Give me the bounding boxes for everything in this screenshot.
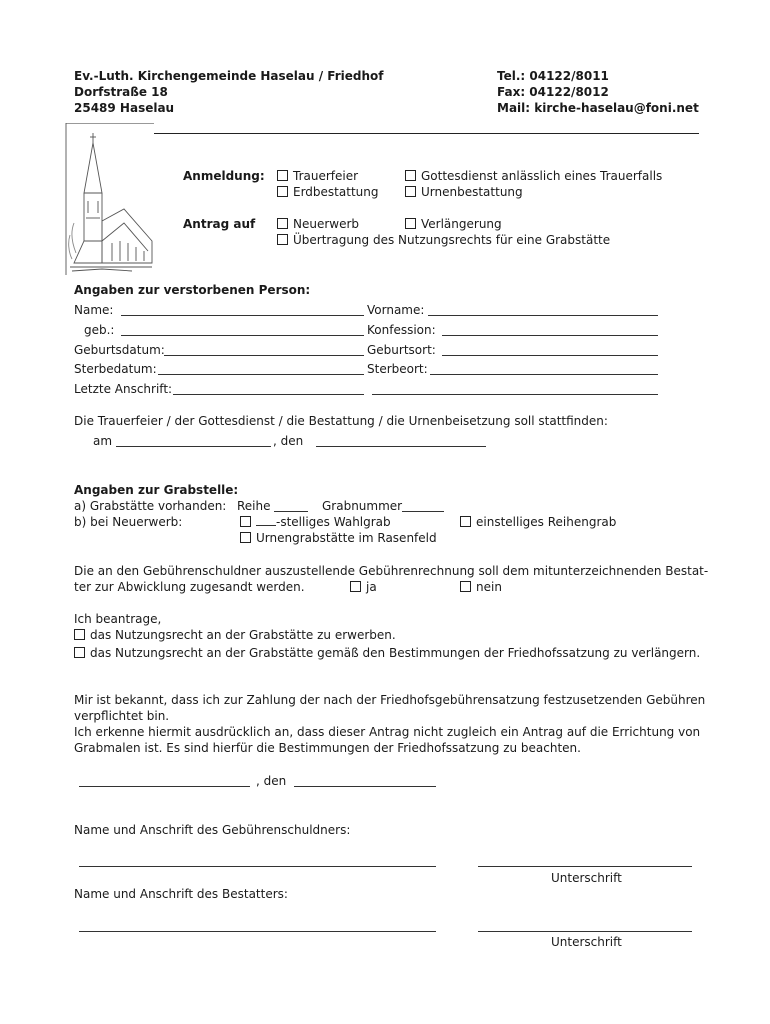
option-urnenbestattung[interactable] bbox=[405, 184, 523, 200]
label-vorname: Vorname: bbox=[367, 303, 425, 317]
schuldner-label: Name und Anschrift des Gebührenschuldners: bbox=[74, 823, 351, 837]
reihe-field[interactable] bbox=[274, 511, 308, 512]
option-verlaengern[interactable] bbox=[74, 645, 700, 661]
org-name: Ev.-Luth. Kirchengemeinde Haselau / Friedhof bbox=[74, 69, 384, 83]
erklaerung-line-4: Grabmalen ist. Es sind hierfür die Bestimmungen der Friedhofssatzung zu beachten. bbox=[74, 741, 581, 755]
option-label: nein bbox=[476, 580, 502, 594]
checkbox[interactable] bbox=[74, 647, 85, 658]
label-konfession: Konfession: bbox=[367, 323, 436, 337]
geburtsort-field[interactable] bbox=[442, 355, 658, 356]
signature-caption-2: Unterschrift bbox=[551, 935, 622, 949]
header-divider bbox=[154, 133, 699, 134]
checkbox[interactable] bbox=[350, 581, 361, 592]
label-sterbedatum: Sterbedatum: bbox=[74, 362, 157, 376]
antrag-label: Antrag auf bbox=[183, 217, 256, 231]
church-logo-icon bbox=[62, 123, 154, 275]
label-grabstaette-vorhanden: a) Grabstätte vorhanden: bbox=[74, 499, 227, 513]
label-bei-neuerwerb: b) bei Neuerwerb: bbox=[74, 515, 183, 529]
option-label: Übertragung des Nutzungsrechts für eine Grabstätte bbox=[293, 233, 611, 247]
checkbox[interactable] bbox=[405, 170, 416, 181]
label-geb: geb.: bbox=[84, 323, 115, 337]
grabstelle-heading: Angaben zur Grabstelle: bbox=[74, 483, 239, 497]
option-label: Urnenbestattung bbox=[421, 185, 523, 199]
bestatter-field[interactable] bbox=[79, 931, 436, 932]
label-anschrift: Letzte Anschrift: bbox=[74, 382, 173, 396]
geburtsdatum-field[interactable] bbox=[164, 355, 364, 356]
am-date-field[interactable] bbox=[116, 446, 271, 447]
rechnung-text-2: ter zur Abwicklung zugesandt werden. bbox=[74, 580, 305, 594]
label-den: , den bbox=[273, 434, 304, 448]
ort-field[interactable] bbox=[79, 786, 250, 787]
checkbox[interactable] bbox=[277, 218, 288, 229]
den-date-field[interactable] bbox=[316, 446, 486, 447]
option-label: Verlängerung bbox=[421, 217, 502, 231]
org-city: 25489 Haselau bbox=[74, 101, 175, 115]
org-fax: Fax: 04122/8012 bbox=[497, 85, 609, 99]
sterbeort-field[interactable] bbox=[430, 374, 658, 375]
label-geburtsort: Geburtsort: bbox=[367, 343, 436, 357]
checkbox[interactable] bbox=[240, 516, 251, 527]
option-urnengrab[interactable] bbox=[240, 530, 437, 546]
option-uebertragung[interactable] bbox=[277, 232, 610, 248]
checkbox[interactable] bbox=[460, 581, 471, 592]
person-heading: Angaben zur verstorbenen Person: bbox=[74, 283, 311, 297]
label-grabnummer: Grabnummer bbox=[322, 499, 403, 513]
option-label: Erdbestattung bbox=[293, 185, 379, 199]
checkbox[interactable] bbox=[277, 170, 288, 181]
option-label: Trauerfeier bbox=[293, 169, 359, 183]
option-erdbestattung[interactable] bbox=[277, 184, 378, 200]
trauerfeier-sentence: Die Trauerfeier / der Gottesdienst / die Bestattung / die Urnenbeisetzung soll stattfinden: bbox=[74, 414, 608, 428]
anschrift-field-1[interactable] bbox=[173, 394, 364, 395]
label-den-sign: , den bbox=[256, 774, 287, 788]
anschrift-field-2[interactable] bbox=[372, 394, 658, 395]
datum-field[interactable] bbox=[294, 786, 436, 787]
anmeldung-label: Anmeldung: bbox=[183, 169, 265, 183]
bestatter-label: Name und Anschrift des Bestatters: bbox=[74, 887, 288, 901]
option-neuerwerb[interactable] bbox=[277, 216, 359, 232]
option-gottesdienst[interactable] bbox=[405, 168, 662, 184]
schuldner-signature-field[interactable] bbox=[478, 866, 692, 867]
label-name: Name: bbox=[74, 303, 114, 317]
checkbox[interactable] bbox=[460, 516, 471, 527]
label-sterbeort: Sterbeort: bbox=[367, 362, 428, 376]
checkbox[interactable] bbox=[405, 218, 416, 229]
checkbox[interactable] bbox=[240, 532, 251, 543]
option-label: Neuerwerb bbox=[293, 217, 360, 231]
geb-field[interactable] bbox=[121, 335, 364, 336]
option-nein[interactable] bbox=[460, 579, 502, 595]
label-reihe: Reihe bbox=[237, 499, 271, 513]
option-erwerben[interactable] bbox=[74, 627, 396, 643]
option-reihengrab[interactable] bbox=[460, 514, 616, 530]
bestatter-signature-field[interactable] bbox=[478, 931, 692, 932]
option-label: ja bbox=[366, 580, 377, 594]
option-trauerfeier[interactable] bbox=[277, 168, 358, 184]
option-label: Gottesdienst anlässlich eines Trauerfalls bbox=[421, 169, 663, 183]
org-tel: Tel.: 04122/8011 bbox=[497, 69, 609, 83]
grabnummer-field[interactable] bbox=[402, 511, 444, 512]
schuldner-field[interactable] bbox=[79, 866, 436, 867]
label-am: am bbox=[93, 434, 113, 448]
erklaerung-line-2: verpflichtet bin. bbox=[74, 709, 170, 723]
option-label: -stelliges Wahlgrab bbox=[276, 515, 391, 529]
option-label: das Nutzungsrecht an der Grabstätte gemäß den Bestimmungen der Friedhofssatzung zu verlängern. bbox=[90, 646, 701, 660]
rechnung-text-1: Die an den Gebührenschuldner auszustellende Gebührenrechnung soll dem mitunterzeichnenden Bestat- bbox=[74, 564, 709, 578]
org-mail[interactable]: Mail: kirche-haselau@foni.net bbox=[497, 101, 699, 115]
option-wahlgrab[interactable] bbox=[240, 514, 391, 530]
checkbox[interactable] bbox=[277, 234, 288, 245]
checkbox[interactable] bbox=[277, 186, 288, 197]
konfession-field[interactable] bbox=[442, 335, 658, 336]
checkbox[interactable] bbox=[405, 186, 416, 197]
vorname-field[interactable] bbox=[428, 315, 658, 316]
signature-caption-1: Unterschrift bbox=[551, 871, 622, 885]
name-field[interactable] bbox=[121, 315, 364, 316]
option-label: Urnengrabstätte im Rasenfeld bbox=[256, 531, 437, 545]
checkbox[interactable] bbox=[74, 629, 85, 640]
option-label: einstelliges Reihengrab bbox=[476, 515, 617, 529]
beantrage-intro: Ich beantrage, bbox=[74, 612, 162, 626]
option-label: das Nutzungsrecht an der Grabstätte zu erwerben. bbox=[90, 628, 396, 642]
label-geburtsdatum: Geburtsdatum: bbox=[74, 343, 165, 357]
erklaerung-line-1: Mir ist bekannt, dass ich zur Zahlung der nach der Friedhofsgebührensatzung festzusetzenden Gebühren bbox=[74, 693, 706, 707]
stellen-field[interactable] bbox=[256, 515, 276, 526]
org-street: Dorfstraße 18 bbox=[74, 85, 168, 99]
option-verlaengerung[interactable] bbox=[405, 216, 502, 232]
erklaerung-line-3: Ich erkenne hiermit ausdrücklich an, dass dieser Antrag nicht zugleich ein Antrag auf die Errichtung von bbox=[74, 725, 701, 739]
sterbedatum-field[interactable] bbox=[158, 374, 364, 375]
option-ja[interactable] bbox=[350, 579, 377, 595]
